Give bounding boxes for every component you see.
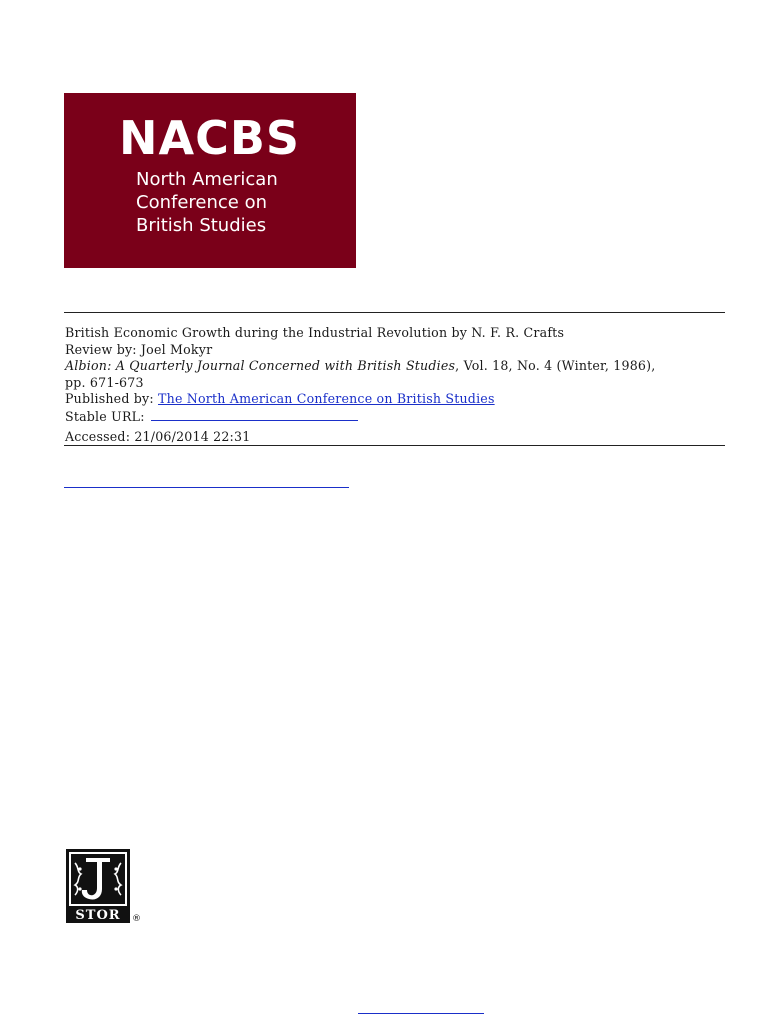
jstor-logo	[66, 849, 130, 923]
top-divider	[64, 312, 725, 313]
terms-link[interactable]	[64, 487, 349, 488]
stable-url-link[interactable]	[151, 408, 358, 421]
journal-name: Albion: A Quarterly Journal Concerned with British Studies	[65, 358, 456, 373]
logo-acronym: NACBS	[119, 111, 301, 165]
stable-url-line	[65, 408, 725, 426]
footer-link[interactable]	[358, 1013, 484, 1014]
nacbs-logo	[64, 93, 356, 268]
jstor-text: STOR	[75, 908, 121, 923]
journal-line	[65, 358, 725, 375]
citation-block	[65, 325, 725, 446]
page-range: pp. 671-673	[65, 374, 144, 390]
published-by-label: Published by:	[65, 391, 159, 406]
jstor-icon	[66, 849, 130, 923]
stable-url-label: Stable URL:	[65, 408, 145, 424]
logo-line-1: North American	[136, 169, 278, 190]
logo-line-3: British Studies	[136, 215, 267, 236]
logo-line-2: Conference on	[136, 192, 268, 213]
volume-info: , Vol. 18, No. 4 (Winter, 1986),	[455, 358, 656, 373]
review-author: Review by: Joel Mokyr	[65, 341, 213, 357]
accessed-date: Accessed: 21/06/2014 22:31	[65, 429, 251, 444]
article-title: British Economic Growth during the Industrial Revolution by N. F. R. Crafts	[65, 325, 565, 340]
publisher-line	[65, 391, 725, 408]
registered-mark: ®	[132, 914, 141, 924]
publisher-link[interactable]: The North American Conference on British Studies	[158, 391, 495, 406]
bottom-divider	[64, 445, 725, 446]
